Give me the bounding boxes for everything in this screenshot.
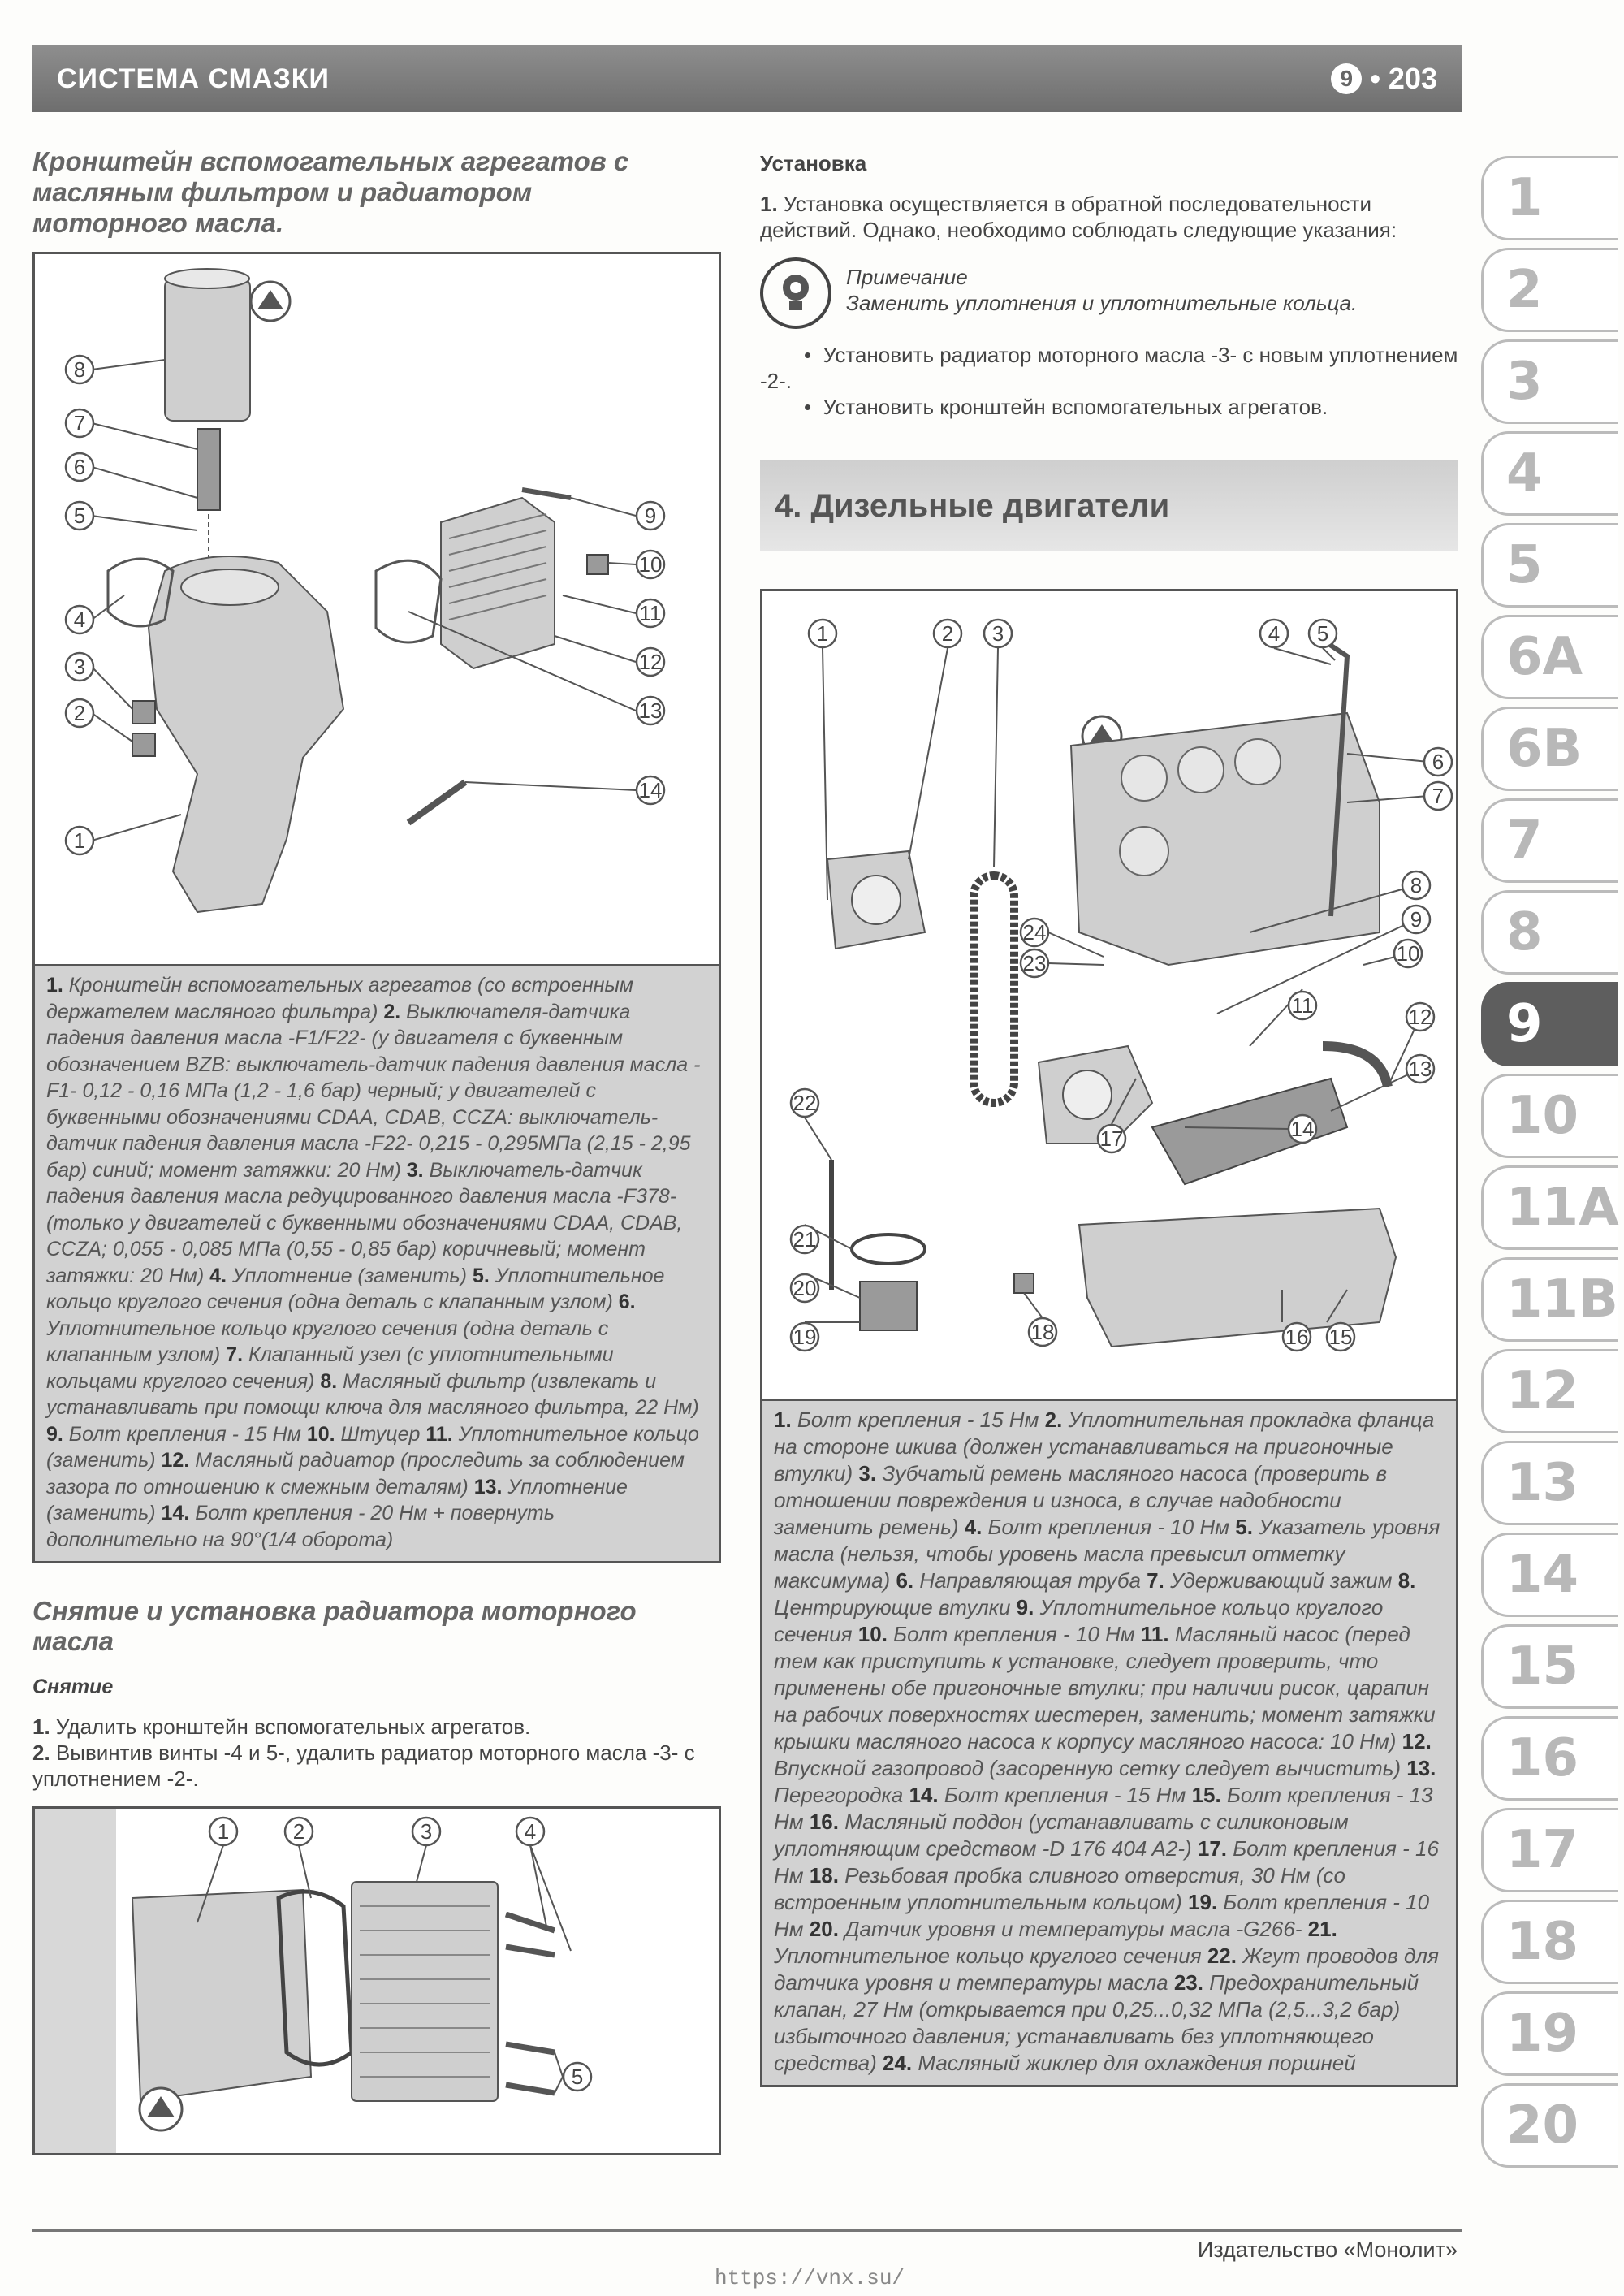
svg-text:11: 11 xyxy=(639,601,662,625)
drain-plug-18 xyxy=(1014,1273,1034,1293)
caption-item-11: 11. Уплотнительное кольцо (заменить) xyxy=(46,1422,699,1472)
caption-item-12: 12. Масляный радиатор (проследить за соблюдением зазора по отношению к смежным деталям) xyxy=(46,1449,685,1498)
svg-text:13: 13 xyxy=(638,698,663,723)
svg-text:10: 10 xyxy=(1396,941,1420,966)
caption-item-20: 20. Датчик уровня и температуры масла -G266- xyxy=(809,1917,1308,1941)
subtitle-radiator: Снятие и установка радиатора моторного масла xyxy=(32,1596,637,1656)
monolit-logo-icon xyxy=(140,2088,182,2130)
tab-1[interactable]: 1 xyxy=(1481,156,1618,240)
fitting-10 xyxy=(587,555,608,574)
valve-unit xyxy=(197,429,220,510)
caption-item-10: 10. Болт крепления - 10 Нм xyxy=(857,1622,1141,1646)
footer-divider xyxy=(32,2229,1462,2232)
caption-item-4: 4. Уплотнение (заменить) xyxy=(209,1264,473,1287)
section-title: СИСТЕМА СМАЗКИ xyxy=(57,63,330,94)
seal-13 xyxy=(376,560,441,642)
svg-text:1: 1 xyxy=(217,1819,230,1844)
tab-5[interactable]: 5 xyxy=(1481,523,1618,608)
caption-item-2: 2. Уплотнительная прокладка фланца на стороне шкива (должен устанавливаться на пригоночные втулки) xyxy=(774,1407,1435,1485)
lightbulb-icon xyxy=(760,257,831,329)
bullet-2: • Установить кронштейн вспомогательных агрегатов. xyxy=(804,395,1328,419)
fig1-box xyxy=(32,252,721,966)
svg-text:4: 4 xyxy=(1268,621,1281,646)
svg-text:21: 21 xyxy=(793,1227,817,1252)
removal-heading: Снятие xyxy=(32,1676,114,1698)
oil-cooler-3 xyxy=(352,1882,498,2101)
svg-text:7: 7 xyxy=(73,411,86,435)
page-header xyxy=(32,45,1462,112)
page-separator: • xyxy=(1370,62,1380,95)
fig1-title: Кронштейн вспомогательных агрегатов с масляным фильтром и радиатором моторного масла. xyxy=(32,146,629,238)
caption-item-1: 1. Кронштейн вспомогательных агрегатов (со встроенным держателем масляного фильтра) xyxy=(46,974,634,1023)
svg-text:18: 18 xyxy=(1030,1320,1055,1344)
caption-item-13: 13. Уплотнение (заменить) xyxy=(46,1475,628,1524)
tab-3[interactable]: 3 xyxy=(1481,339,1618,424)
bullet-icon: • xyxy=(804,343,823,367)
tab-6b[interactable]: 6B xyxy=(1481,707,1618,791)
svg-text:9: 9 xyxy=(644,504,657,528)
page-number xyxy=(1331,62,1437,96)
svg-text:6: 6 xyxy=(1432,750,1445,774)
accessory-bracket xyxy=(149,556,343,912)
tab-10[interactable]: 10 xyxy=(1481,1074,1618,1158)
svg-text:23: 23 xyxy=(1022,951,1047,975)
caption-item-11: 11. Масляный насос (перед тем как приступить к установке, следует проверить, что применены обе пригоночные втулки; при наличии рисок, царапин на рабочих поверхностях шестерен, заменить; момент затяжки крышки масляного насоса к корпусу масляного насоса: 10 Нм) xyxy=(774,1622,1436,1753)
svg-text:15: 15 xyxy=(1328,1325,1353,1349)
tab-2[interactable]: 2 xyxy=(1481,248,1618,332)
svg-text:17: 17 xyxy=(1099,1126,1124,1151)
caption-item-8: 8. Центрирующие втулки xyxy=(774,1568,1416,1619)
svg-text:2: 2 xyxy=(941,621,954,646)
publisher-name: Издательство «Монолит» xyxy=(1197,2238,1458,2262)
tab-18[interactable]: 18 xyxy=(1481,1900,1618,1984)
svg-text:8: 8 xyxy=(73,357,86,382)
caption-item-9: 9. Болт крепления - 15 Нм xyxy=(46,1422,307,1446)
svg-text:11: 11 xyxy=(1291,993,1314,1018)
caption-item-2: 2. Выключателя-датчика падения давления масла -F1/F22- (у двигателя с буквенным обозначением BZB: выключатель-датчик падения давления масла -F1- 0,12 - 0,16 МПа (1,2 - 1,6 бар) черный; у двигателей с буквенными обозначениями CDAA, CDAB, CCZA: выключатель-датчик падения давления масла -F22- 0,215 - 0,295МПа (2,15 - 2,95 бар) синий; момент затяжки: 20 Нм) xyxy=(46,1000,701,1182)
fig2-box xyxy=(32,1806,721,2155)
chapter-number: 9 xyxy=(1331,63,1362,94)
caption-item-8: 8. Масляный фильтр (извлекать и устанавливать при помощи ключа для масляного фильтра, 22 Нм) xyxy=(46,1369,699,1419)
svg-text:24: 24 xyxy=(1022,920,1047,945)
tab-11a[interactable]: 11A xyxy=(1481,1165,1618,1250)
caption-item-3: 3. Выключатель-датчик падения давления масла редуцированного давления масла -F378- (только у двигателей с буквенными обозначениями CDAA, CDAB, CCZA; 0,055 - 0,085 МПа (0,55 - 0,85 бар) коричневый; момент затяжки: 20 Нм) xyxy=(46,1158,683,1287)
page-num: 203 xyxy=(1388,62,1437,95)
caption-item-15: 15. Болт крепления - 13 Нм xyxy=(774,1783,1433,1834)
svg-text:22: 22 xyxy=(793,1091,817,1115)
install-heading: Установка xyxy=(760,151,867,175)
removal-steps xyxy=(32,1714,721,1792)
caption-item-7: 7. Удерживающий зажим xyxy=(1147,1568,1398,1593)
svg-text:4: 4 xyxy=(524,1819,537,1844)
right-column xyxy=(760,146,1458,2087)
svg-text:9: 9 xyxy=(1410,907,1423,932)
caption-item-23: 23. Предохранительный клапан, 27 Нм (открывается при 0,25...0,32 МПа (2,5...3,2 бар) избыточного давления; устанавливать без уплотняющего средства) xyxy=(774,1970,1419,2075)
caption-item-9: 9. Уплотнительное кольцо круглого сечения xyxy=(774,1595,1384,1646)
svg-text:12: 12 xyxy=(638,650,663,674)
svg-text:3: 3 xyxy=(420,1819,433,1844)
svg-text:12: 12 xyxy=(1408,1005,1432,1029)
fig3-caption xyxy=(760,1399,1458,2087)
intake-pipe-12 xyxy=(1323,1046,1388,1087)
toothed-belt-3 xyxy=(974,876,1014,1103)
caption-item-14: 14. Болт крепления - 15 Нм xyxy=(909,1783,1192,1807)
svg-text:7: 7 xyxy=(1432,784,1445,808)
caption-item-3: 3. Зубчатый ремень масляного насоса (проверить в отношении повреждения и износа, в случае надобности заменить ремень) xyxy=(774,1461,1388,1539)
caption-item-24: 24. Масляный жиклер для охлаждения поршней xyxy=(883,2051,1356,2075)
tab-20[interactable]: 20 xyxy=(1481,2083,1618,2168)
svg-text:5: 5 xyxy=(1316,621,1329,646)
tab-9[interactable]: 9 xyxy=(1481,982,1618,1066)
bullet-icon: • xyxy=(804,395,823,419)
caption-item-6: 6. Уплотнительное кольцо круглого сечения (одна деталь с клапанным узлом) xyxy=(46,1291,636,1366)
svg-text:5: 5 xyxy=(571,2065,584,2089)
oil-filter xyxy=(165,279,250,421)
section-banner xyxy=(760,460,1458,551)
svg-text:6: 6 xyxy=(73,455,86,479)
source-url[interactable]: https://vnx.su/ xyxy=(715,2266,905,2290)
bolt-14 xyxy=(408,782,465,823)
tab-11b[interactable]: 11B xyxy=(1481,1257,1618,1342)
svg-text:14: 14 xyxy=(638,778,663,802)
oil-filter-bracket-diagram xyxy=(35,254,719,964)
tab-4[interactable]: 4 xyxy=(1481,431,1618,516)
svg-text:14: 14 xyxy=(1290,1117,1315,1141)
removal-step-2: 2. Вывинтив винты -4 и 5-, удалить радиатор моторного масла -3- с уплотнением -2-. xyxy=(32,1740,695,1791)
bullet-1: • Установить радиатор моторного масла -3- с новым уплотнением -2-. xyxy=(760,343,1458,393)
fig1-caption xyxy=(32,964,721,1563)
caption-item-10: 10. Штуцер xyxy=(306,1422,426,1446)
svg-text:5: 5 xyxy=(73,504,86,528)
tab-6a[interactable]: 6A xyxy=(1481,615,1618,699)
tab-15[interactable]: 15 xyxy=(1481,1624,1618,1709)
svg-text:8: 8 xyxy=(1410,873,1423,897)
caption-item-16: 16. Масляный поддон (устанавливать с силиконовым уплотняющим средством -D 176 404 A2-) xyxy=(774,1810,1349,1861)
tab-7[interactable]: 7 xyxy=(1481,798,1618,883)
caption-item-21: 21. Уплотнительное кольцо круглого сечения xyxy=(774,1917,1337,1968)
diesel-lubrication-diagram xyxy=(762,591,1456,1399)
svg-text:3: 3 xyxy=(991,621,1004,646)
tab-12[interactable]: 12 xyxy=(1481,1349,1618,1433)
caption-item-14: 14. Болт крепления - 20 Нм + повернуть дополнительно на 90°(1/4 оборота) xyxy=(46,1502,555,1551)
caption-item-7: 7. Клапанный узел (с уплотнительными кольцами круглого сечения) xyxy=(46,1343,614,1393)
svg-text:1: 1 xyxy=(816,621,829,646)
tab-19[interactable]: 19 xyxy=(1481,1991,1618,2076)
caption-item-5: 5. Указатель уровня масла (нельзя, чтобы уровень масла превысил отметку максимума) xyxy=(774,1515,1440,1593)
left-column xyxy=(32,146,721,2155)
caption-item-4: 4. Болт крепления - 10 Нм xyxy=(964,1515,1236,1539)
svg-text:13: 13 xyxy=(1408,1057,1432,1081)
svg-text:10: 10 xyxy=(638,552,663,577)
note-label: Примечание xyxy=(846,265,968,289)
svg-text:2: 2 xyxy=(292,1819,305,1844)
tab-13[interactable]: 13 xyxy=(1481,1441,1618,1525)
svg-text:1: 1 xyxy=(73,828,86,853)
caption-item-12: 12. Впускной газопровод (засоренную сетку следует вычистить) xyxy=(774,1729,1432,1780)
fig3-box xyxy=(760,589,1458,1401)
svg-text:19: 19 xyxy=(793,1325,817,1349)
oil-cooler-removal-diagram xyxy=(35,1809,719,2153)
bolt-9 xyxy=(522,490,571,498)
caption-item-13: 13. Перегородка xyxy=(774,1756,1436,1807)
monolit-logo-icon xyxy=(251,282,290,321)
svg-text:3: 3 xyxy=(73,655,86,679)
tab-16[interactable]: 16 xyxy=(1481,1716,1618,1801)
oil-level-sensor-20 xyxy=(860,1282,917,1330)
svg-text:2: 2 xyxy=(73,701,86,725)
baffle-13 xyxy=(1152,1079,1347,1184)
caption-item-19: 19. Болт крепления - 10 Нм xyxy=(774,1890,1430,1941)
section-banner-title: 4. Дизельные двигатели xyxy=(775,487,1170,524)
removal-step-1: 1. Удалить кронштейн вспомогательных агрегатов. xyxy=(32,1714,531,1739)
caption-item-1: 1. Болт крепления - 15 Нм xyxy=(774,1407,1045,1432)
oil-cooler xyxy=(441,498,555,668)
tab-17[interactable]: 17 xyxy=(1481,1808,1618,1892)
note-text: Заменить уплотнения и уплотнительные кольца. xyxy=(846,291,1358,315)
caption-item-5: 5. Уплотнительное кольцо круглого сечения (одна деталь с клапанным узлом) xyxy=(46,1264,665,1313)
svg-text:20: 20 xyxy=(793,1276,817,1300)
svg-text:4: 4 xyxy=(73,608,86,632)
pressure-switch-2 xyxy=(132,733,155,756)
caption-item-22: 22. Жгут проводов для датчика уровня и температуры масла xyxy=(774,1944,1439,1995)
install-bullets xyxy=(760,342,1458,420)
o-ring-21 xyxy=(852,1234,925,1264)
install-step-1: 1. Установка осуществляется в обратной последовательности действий. Однако, необходимо соблюдать следующие указания: xyxy=(760,192,1397,242)
caption-item-18: 18. Резьбовая пробка сливного отверстия, 30 Нм (со встроенным уплотнительным кольцом) xyxy=(774,1863,1345,1914)
caption-item-17: 17. Болт крепления - 16 Нм xyxy=(774,1836,1439,1887)
tab-14[interactable]: 14 xyxy=(1481,1533,1618,1617)
svg-text:16: 16 xyxy=(1285,1325,1309,1349)
pressure-switch-3 xyxy=(132,701,155,724)
caption-item-6: 6. Направляющая труба xyxy=(896,1568,1147,1593)
note-block xyxy=(760,257,1458,329)
tab-8[interactable]: 8 xyxy=(1481,890,1618,975)
